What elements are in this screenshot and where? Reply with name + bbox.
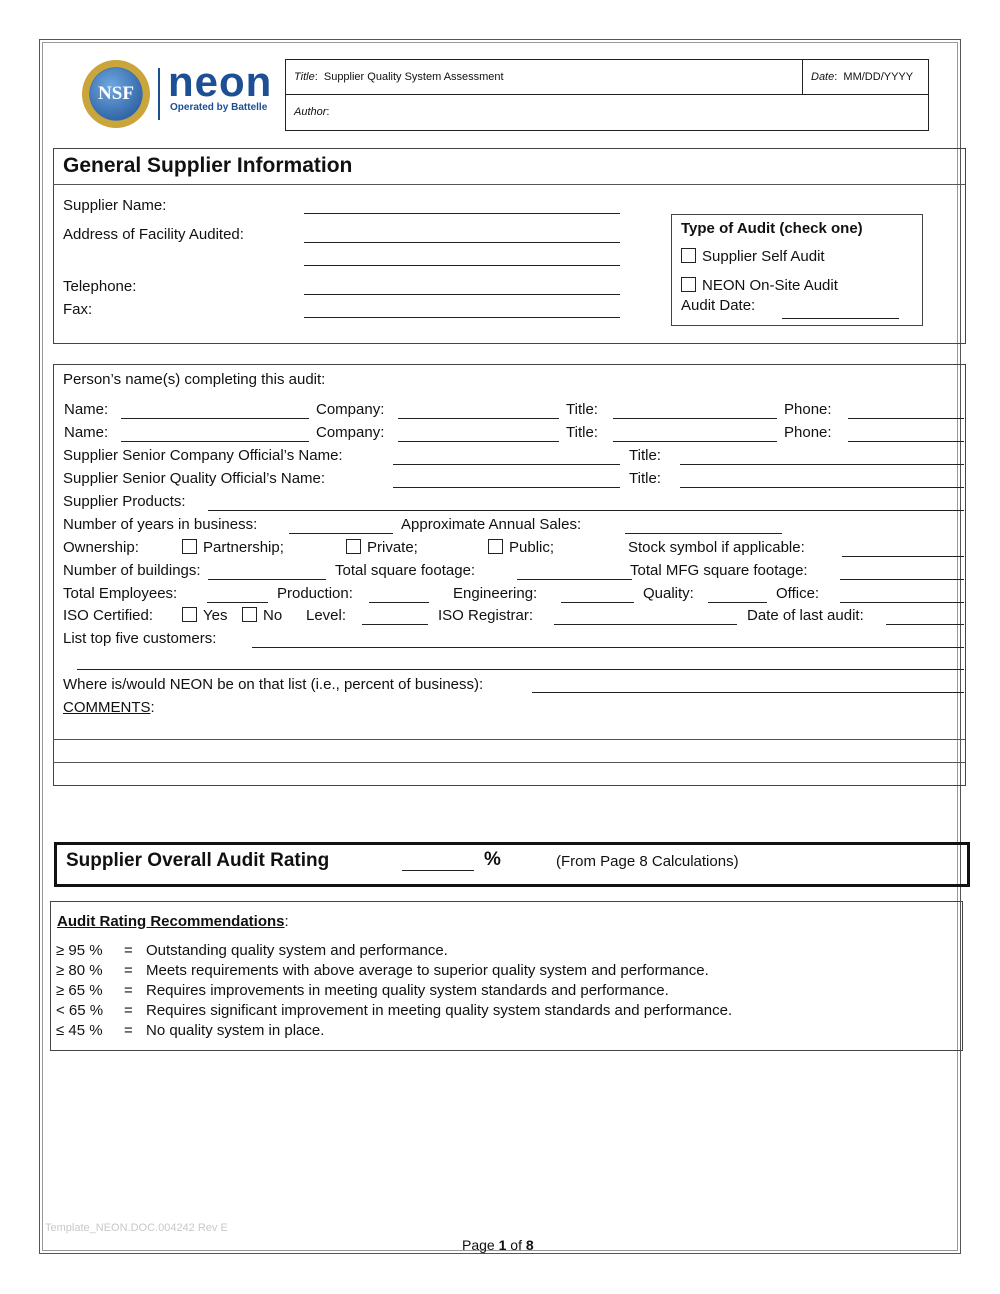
rating-level: ≥ 95 % [56,942,103,959]
neon-logo-sub: Operated by Battelle [170,102,268,113]
supplier-name-label: Supplier Name: [63,197,167,214]
persons-intro: Person’s name(s) completing this audit: [63,371,326,388]
buildings-label: Number of buildings: [63,562,201,579]
checkbox[interactable] [242,607,257,622]
page-of: of [506,1237,526,1253]
template-id: Template_NEON.DOC.004242 Rev E [45,1222,228,1234]
rating-note: (From Page 8 Calculations) [556,853,739,870]
rating-percent: % [484,849,501,870]
recommendation-row [56,942,448,959]
page-total: 8 [525,1237,534,1253]
senior-quality-title-label: Title: [629,470,661,487]
ownership-public[interactable] [488,539,554,556]
name-field-1[interactable] [121,418,309,419]
rating-eq: = [124,982,133,999]
rating-field[interactable] [402,870,474,871]
rating-label: Supplier Overall Audit Rating [66,850,330,871]
senior-company-label: Supplier Senior Company Official’s Name: [63,447,343,464]
last-audit-label: Date of last audit: [747,607,864,624]
comments-line-2[interactable] [53,762,965,763]
company-field-1[interactable] [398,418,559,419]
rating-description: Requires improvements in meeting quality system standards and performance. [146,982,669,999]
years-label: Number of years in business: [63,516,258,533]
general-heading: General Supplier Information [63,154,353,177]
name-field-2[interactable] [121,441,309,442]
employees-field[interactable] [207,602,268,603]
recommendations-box [50,901,963,1051]
company-field-2[interactable] [398,441,559,442]
rating-level: ≤ 45 % [56,1022,103,1039]
rating-description: No quality system in place. [146,1022,325,1039]
address-label: Address of Facility Audited: [63,226,244,243]
total-sqft-field[interactable] [517,579,632,580]
total-sqft-label: Total square footage: [335,562,476,579]
audit-type-title: Type of Audit (check one) [681,220,863,237]
address-field-1[interactable] [304,242,620,243]
checkbox[interactable] [681,248,696,263]
registrar-field[interactable] [554,624,737,625]
senior-company-title-label: Title: [629,447,661,464]
private-label: Private; [367,539,418,556]
stock-field[interactable] [842,556,964,557]
page-prefix: Page [462,1237,499,1253]
audit-date-label: Audit Date: [681,297,756,314]
rating-description: Requires significant improvement in meeting quality system standards and performance. [146,1002,733,1019]
level-field[interactable] [362,624,428,625]
checkbox[interactable] [681,277,696,292]
engineering-label: Engineering: [453,585,538,602]
mfg-sqft-field[interactable] [840,579,964,580]
production-field[interactable] [369,602,429,603]
customers-field-2[interactable] [77,669,964,670]
neon-logo: neon [168,58,273,105]
customers-label: List top five customers: [63,630,217,647]
date-cell [802,60,929,94]
sales-label: Approximate Annual Sales: [401,516,582,533]
page-current: 1 [498,1237,507,1253]
senior-company-title-field[interactable] [680,464,964,465]
checkbox[interactable] [182,539,197,554]
years-field[interactable] [289,533,393,534]
mfg-sqft-label: Total MFG square footage: [630,562,808,579]
iso-yes-label: Yes [203,607,228,624]
products-field[interactable] [208,510,964,511]
rating-eq: = [124,962,133,979]
recommendation-row [56,1022,324,1039]
customers-field-1[interactable] [252,647,964,648]
rating-level: ≥ 80 % [56,962,103,979]
phone-label-2: Phone: [784,424,832,441]
recommendations-heading: Audit Rating Recommendations [57,913,285,930]
audit-self-option[interactable] [681,248,825,265]
title-value: Supplier Quality System Assessment [323,71,504,83]
document-header [285,59,929,131]
recommendations-title [57,913,289,930]
rating-description: Meets requirements with above average to superior quality system and performance. [146,962,709,979]
recommendation-row [56,982,669,999]
rating-eq: = [124,1022,133,1039]
rating-level: ≥ 65 % [56,982,103,999]
header-title-row [286,60,928,95]
date-value: MM/DD/YYYY [843,71,914,83]
general-heading-divider [53,184,965,185]
iso-yes-option[interactable] [182,607,227,624]
iso-label: ISO Certified: [63,607,154,624]
iso-no-label: No [263,607,283,624]
senior-quality-title-field[interactable] [680,487,964,488]
ownership-label: Ownership: [63,539,139,556]
fax-label: Fax: [63,301,93,318]
engineering-field[interactable] [561,602,634,603]
title-field-2[interactable] [613,441,777,442]
rating-eq: = [124,942,133,959]
ownership-partnership[interactable] [182,539,284,556]
ownership-private[interactable] [346,539,418,556]
logo-divider [158,68,160,120]
comments-colon: : [150,699,155,716]
comments-line-1[interactable] [53,739,965,740]
supplier-name-field[interactable] [304,213,620,214]
audit-onsite-option[interactable] [681,277,838,294]
partnership-label: Partnership; [203,539,284,556]
senior-quality-label: Supplier Senior Quality Official’s Name: [63,470,326,487]
telephone-label: Telephone: [63,278,137,295]
stock-label: Stock symbol if applicable: [628,539,805,556]
comments-label [63,699,155,716]
comments-title: COMMENTS [63,699,151,716]
checkbox[interactable] [346,539,361,554]
author-field: Author: [294,106,330,118]
company-label-1: Company: [316,401,385,418]
nsf-seal-text: NSF [98,83,134,104]
senior-quality-field[interactable] [393,487,620,488]
iso-no-option[interactable] [242,607,282,624]
last-audit-field[interactable] [886,624,964,625]
company-label-2: Company: [316,424,385,441]
fax-field[interactable] [304,317,620,318]
senior-company-field[interactable] [393,464,620,465]
address-field-2[interactable] [304,265,620,266]
neon-list-field[interactable] [532,692,964,693]
page-number [462,1237,534,1253]
date-field: Date: MM/DD/YYYY [811,71,914,83]
recommendation-row [56,1002,732,1019]
checkbox[interactable] [182,607,197,622]
buildings-field[interactable] [208,579,326,580]
sales-field[interactable] [625,533,782,534]
overall-rating-box [54,842,970,887]
nsf-seal [82,60,150,128]
title-field-1[interactable] [613,418,777,419]
quality-field[interactable] [708,602,767,603]
rating-description: Outstanding quality system and performance. [146,942,448,959]
production-label: Production: [277,585,353,602]
recommendation-row [56,962,709,979]
rating-level: < 65 % [56,1002,104,1019]
title-field: Title: Supplier Quality System Assessment [294,71,504,83]
title-label-2: Title: [566,424,598,441]
name-label-2: Name: [64,424,109,441]
quality-label: Quality: [643,585,694,602]
title-label: Title [294,71,315,83]
phone-field-2[interactable] [848,441,964,442]
title-label-1: Title: [566,401,598,418]
author-label: Author [294,106,327,118]
employees-label: Total Employees: [63,585,178,602]
audit-date-field[interactable] [782,318,899,319]
phone-label-1: Phone: [784,401,832,418]
office-field[interactable] [840,602,964,603]
public-label: Public; [509,539,555,556]
checkbox[interactable] [488,539,503,554]
phone-field-1[interactable] [848,418,964,419]
registrar-label: ISO Registrar: [438,607,534,624]
date-label: Date [811,71,835,83]
products-label: Supplier Products: [63,493,186,510]
rating-eq: = [124,1002,133,1019]
name-label-1: Name: [64,401,109,418]
telephone-field[interactable] [304,294,620,295]
neon-list-label: Where is/would NEON be on that list (i.e., percent of business): [63,676,484,693]
recommendations-colon: : [284,913,289,930]
audit-self-label: Supplier Self Audit [702,248,825,265]
office-label: Office: [776,585,820,602]
audit-onsite-label: NEON On-Site Audit [702,277,838,294]
level-label: Level: [306,607,347,624]
